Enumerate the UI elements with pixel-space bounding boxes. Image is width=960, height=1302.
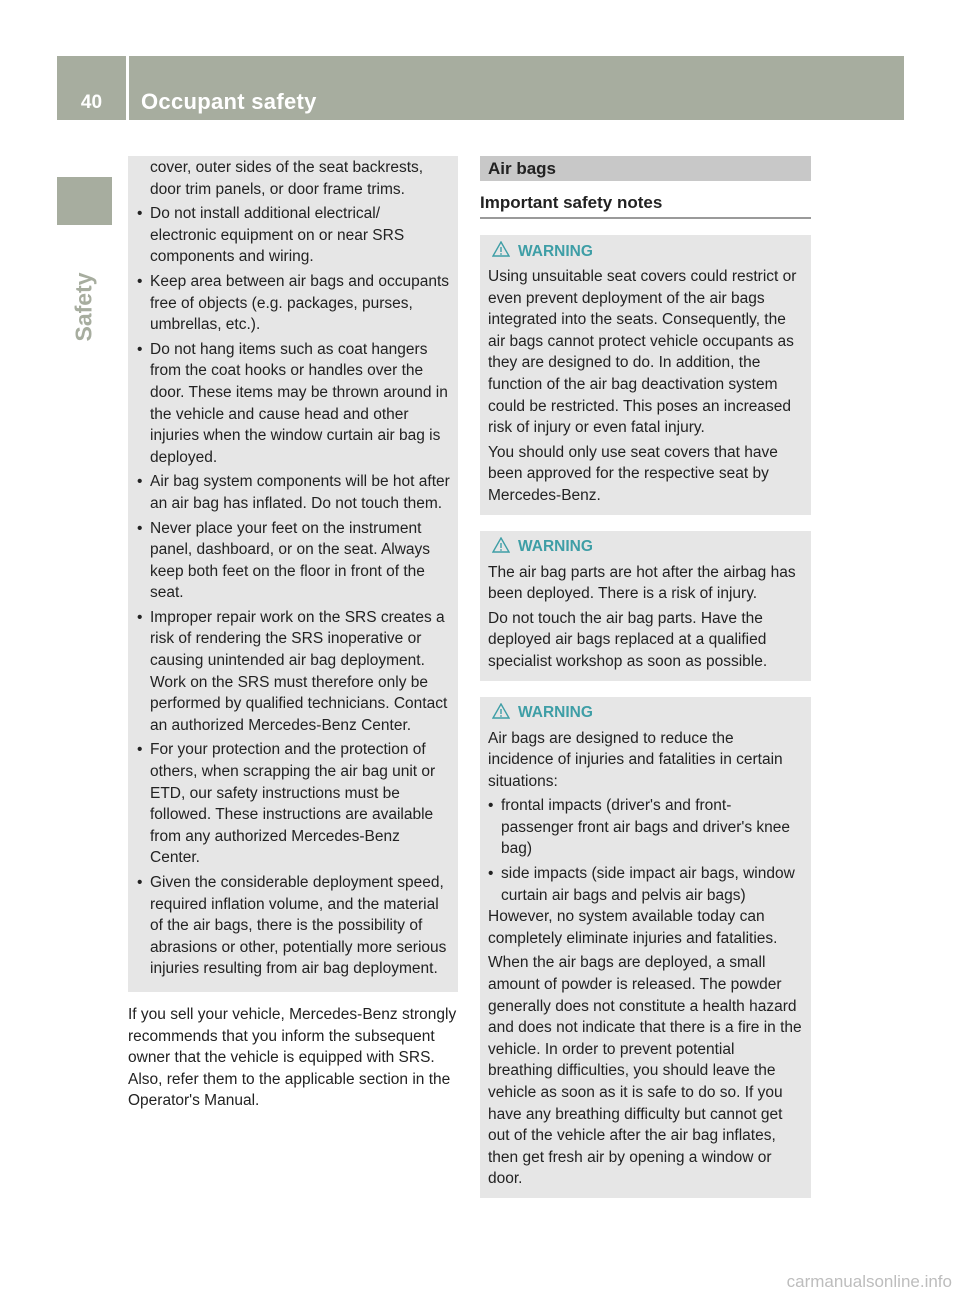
list-item: • Air bag system components will be hot after an air bag has inflated. Do not touch them. <box>137 473 450 512</box>
box-intro-text: cover, outer sides of the seat backrests, door trim panels, or door frame trims. <box>150 159 424 198</box>
page-title: Occupant safety <box>141 89 317 114</box>
warning-text: The air bag parts are hot after the airbag has been deployed. There is a risk of injury. <box>488 563 796 603</box>
warning-header <box>488 537 803 558</box>
warning-header <box>488 241 803 262</box>
watermark: carmanualsonline.info <box>786 1272 952 1291</box>
warning-label: WARNING <box>518 242 593 260</box>
warning-box-seat-covers <box>480 235 811 515</box>
section-heading: Air bags <box>480 156 811 181</box>
warning-triangle-icon <box>488 703 518 724</box>
warning-label: WARNING <box>518 538 593 556</box>
warning-triangle-icon <box>488 241 518 262</box>
list-item: • For your protection and the protection of others, when scrapping the air bag unit or ETD, our safety instructions must be followed. These instructions are available from any authorized Mercedes-Benz Center. <box>137 741 436 867</box>
safety-notes-box <box>128 156 458 992</box>
warning-text: You should only use seat covers that have been approved for the respective seat by Mercedes-Benz. <box>488 443 778 504</box>
list-item: • Keep area between air bags and occupants free of objects (e.g. packages, purses, umbrellas, etc.). <box>137 272 450 334</box>
impact-bullet-list <box>488 795 803 906</box>
warning-header <box>488 703 803 724</box>
side-tab-label: Safety <box>70 272 97 342</box>
warning-box-hot-parts <box>480 531 811 681</box>
warning-text: Air bags are designed to reduce the incidence of injuries and fatalities in certain situations: <box>488 729 783 790</box>
list-item: • Improper repair work on the SRS creates a risk of rendering the SRS inoperative or causing unintended air bag deployment. Work on the SRS must therefore only be performed by qualified technicians. Contact an authorized Mercedes-Benz Center. <box>137 608 448 734</box>
resale-note-text: If you sell your vehicle, Mercedes-Benz strongly recommends that you inform the subsequent owner that the vehicle is equipped with SRS. Also, refer them to the applicable section in the Operator's Manual. <box>128 1005 457 1110</box>
list-item: • frontal impacts (driver's and front-passenger front air bags and driver's knee bag) <box>488 797 791 858</box>
sub-heading: Important safety notes <box>480 193 811 219</box>
list-item: • Never place your feet on the instrument panel, dashboard, or on the seat. Always keep both feet on the floor in front of the seat. <box>137 519 431 602</box>
warning-text: However, no system available today can completely eliminate injuries and fatalities. <box>488 908 778 947</box>
warning-text: Using unsuitable seat covers could restrict or even prevent deployment of the air bags integrated into the seats. Consequently, the air bags cannot protect vehicle occupants as they are designed to do. In addition, the function of the air bag deactivation system could be restricted. This poses an increased risk of injury or even fatal injury. <box>488 268 797 437</box>
side-tab-marker <box>57 177 112 225</box>
warning-label: WARNING <box>518 704 593 721</box>
warning-triangle-icon <box>488 537 518 558</box>
warning-box-limitations <box>480 697 811 1198</box>
warning-text: Do not touch the air bag parts. Have the deployed air bags replaced at a qualified specialist workshop as soon as possible. <box>488 609 768 670</box>
safety-bullet-list <box>137 203 450 980</box>
left-column <box>128 156 458 1112</box>
warning-text: When the air bags are deployed, a small amount of powder is released. The powder generally does not constitute a health hazard and does not indicate that there is a fire in the vehicle. In order to prevent potential breathing difficulties, you should leave the vehicle as soon as it is safe to do so. If you have any breathing difficulty but cannot get out of the vehicle after the air bag inflates, then get fresh air by opening a window or door. <box>488 954 802 1188</box>
list-item: • Do not hang items such as coat hangers from the coat hooks or handles over the door. These items may be thrown around in the vehicle and cause head and other injuries when the window curtain air bag is deployed. <box>137 340 448 466</box>
list-item: • Do not install additional electrical/ electronic equipment on or near SRS components and wiring. <box>137 205 405 266</box>
list-item: • side impacts (side impact air bags, window curtain air bags and pelvis air bags) <box>488 865 795 904</box>
right-column <box>480 156 811 1198</box>
header-separator <box>126 56 129 120</box>
list-item: • Given the considerable deployment speed, required inflation volume, and the material of the air bags, there is the possibility of abrasions or other, potentially more serious injuries resulting from air bag deployment. <box>137 874 447 978</box>
page-number: 40 <box>80 92 103 113</box>
